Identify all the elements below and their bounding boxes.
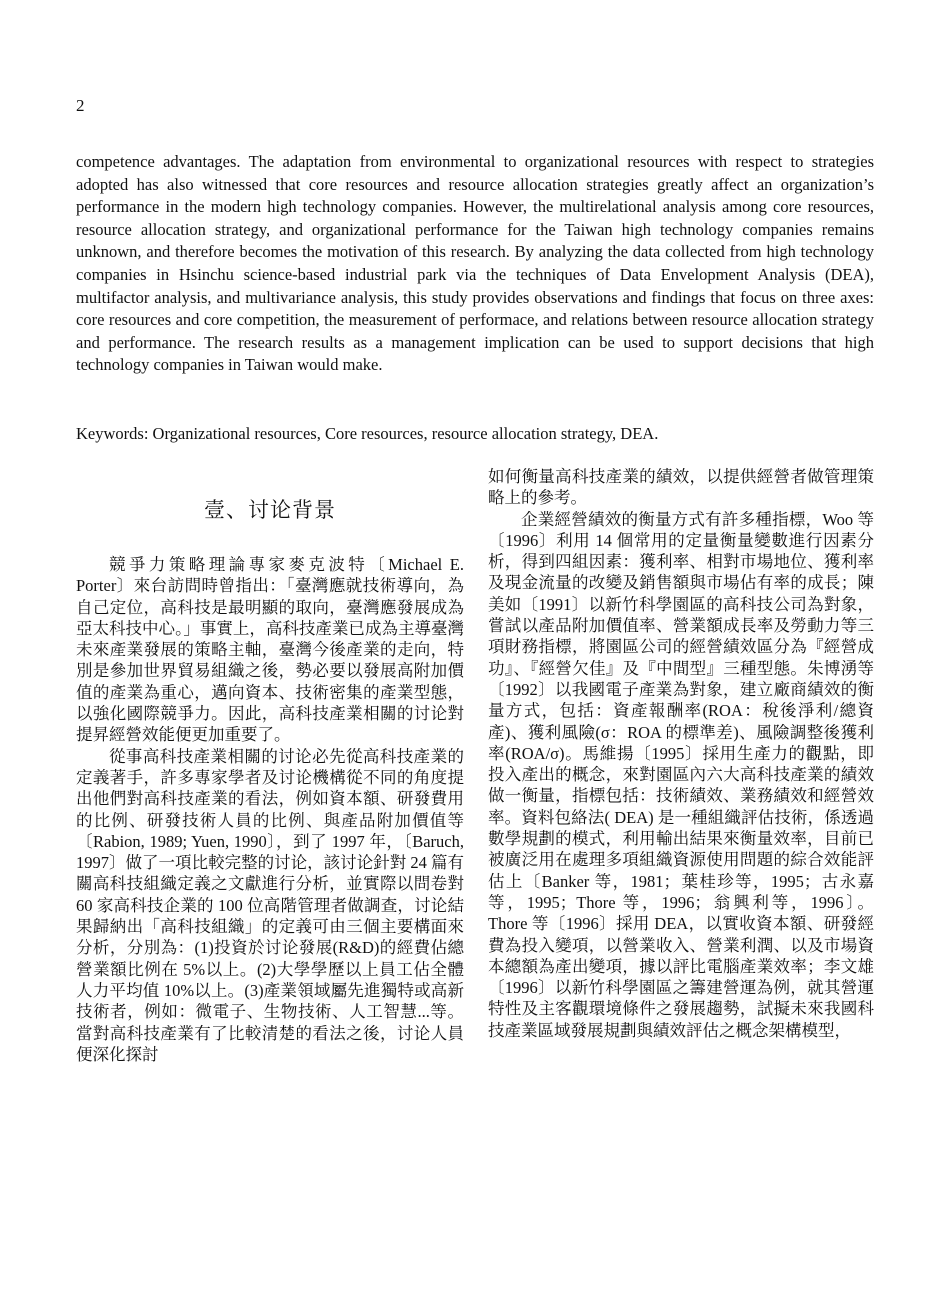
paragraph: 企業經營績效的衡量方式有許多種指標，Woo 等〔1996〕利用 14 個常用的定量衡量變數進行因素分析，得到四組因素：獲利率、相對市場地位、獲利率及現金流量的改變及銷售額與市場佔有率的成長；陳美如〔1991〕以新竹科學園區的高科技公司為對象，嘗試以產品附加價值率、營業額成長率及勞動力等三項財務指標，將園區公司的經營績效區分為『經營成功』、『經營欠佳』及『中間型』三種型態。朱博湧等〔1992〕以我國電子產業為對象，建立廠商績效的衡量方式，包括：資產報酬率(ROA：稅後淨利/總資產)、獲利風險(σ：ROA 的標準差)、風險調整後獲利率(ROA/σ)。馬維揚〔1995〕採用生產力的觀點，即投入產出的概念，來對園區內六大高科技產業的績效做一衡量，指標包括：技術績效、業務績效和經營效率。資料包絡法( DEA) 是一種組織評估技術，係透過數學規劃的模式，利用輸出結果來衡量效率，目前已被廣泛用在處理多項組織資源使用問題的綜合效能評估上〔Banker 等，1981；葉桂珍等，1995；古永嘉等，1995；Thore 等，1996；翁興利等，1996〕。Thore 等〔1996〕採用 DEA，以實收資本額、研發經費為投入變項，以營業收入、營業利潤、以及市場資本總額為產出變項，據以評比電腦產業效率；李文雄〔1996〕以新竹科學園區之籌建營運為例，就其營運特性及主客觀環境條件之發展趨勢，試擬未來我國科技產業區域發展規劃與績效評估之概念架構模型， xyxy=(488,509,874,1040)
page-number: 2 xyxy=(76,96,85,115)
keywords-line: Keywords: Organizational resources, Core resources, resource allocation strategy, DEA. xyxy=(76,424,659,443)
right-column xyxy=(488,466,874,1041)
abstract-body: competence advantages. The adaptation from environmental to organizational resources with respect to strategies adopted has also witnessed that core resources and resource allocation strategies greatly affect an organization’s performance in the modern high technology companies. However, the multirelational analysis among core resources, resource allocation strategy, and organizational performance for the Taiwan high technology companies remains unknown, and therefore becomes the motivation of this research. By analyzing the data collected from high technology companies in Hsinchu science-based industrial park via the techniques of Data Envelopment Analysis (DEA), multifactor analysis, and multivariance analysis, this study provides observations and findings that focus on three axes: core resources and core competition, the measurement of performace, and relations between resource allocation strategy and performance. The research results as a management implication can be used to support decisions that high technology companies in Taiwan would make. xyxy=(76,152,874,375)
paragraph: 從事高科技產業相關的讨论必先從高科技產業的定義著手，許多專家學者及讨论機構從不同的角度提出他們對高科技產業的看法，例如資本額、研發費用的比例、研發技術人員的比例、與產品附加價值等〔Rabion, 1989; Yuen, 1990〕，到了 1997 年，〔Baruch, 1997〕做了一項比較完整的讨论，該讨论針對 24 篇有關高科技組織定義之文獻進行分析，並實際以問卷對 60 家高科技企業的 100 位高階管理者做調查，讨论結果歸納出「高科技組織」的定義可由三個主要構面來分析，分別為：(1)投資於讨论發展(R&D)的經費佔總營業額比例在 5%以上。(2)大學學歷以上員工佔全體人力平均值 10%以上。(3)產業領域屬先進獨特或高新技術者，例如：微電子、生物技術、人工智慧...等。當對高科技產業有了比較清楚的看法之後，讨论人員便深化探討 xyxy=(76,746,464,1064)
paragraph: 競爭力策略理論專家麥克波特〔Michael E. Porter〕來台訪問時曾指出：「臺灣應就技術導向，為自己定位，高科技是最明顯的取向，臺灣應發展成為亞太科技中心。」事實上，高科技產業已成為主導臺灣未來產業發展的策略主軸，臺灣今後產業的走向，特別是參加世界貿易組織之後，勢必要以發展高附加價值的產業為重心，邁向資本、技術密集的產業型態，以強化國際競爭力。因此，高科技產業相關的讨论對提昇經營效能便更加重要了。 xyxy=(76,555,464,745)
left-column xyxy=(76,466,464,1065)
paragraph: 如何衡量高科技產業的績效，以提供經營者做管理策略上的參考。 xyxy=(488,467,874,508)
section-heading: 壹、讨论背景 xyxy=(204,498,336,522)
